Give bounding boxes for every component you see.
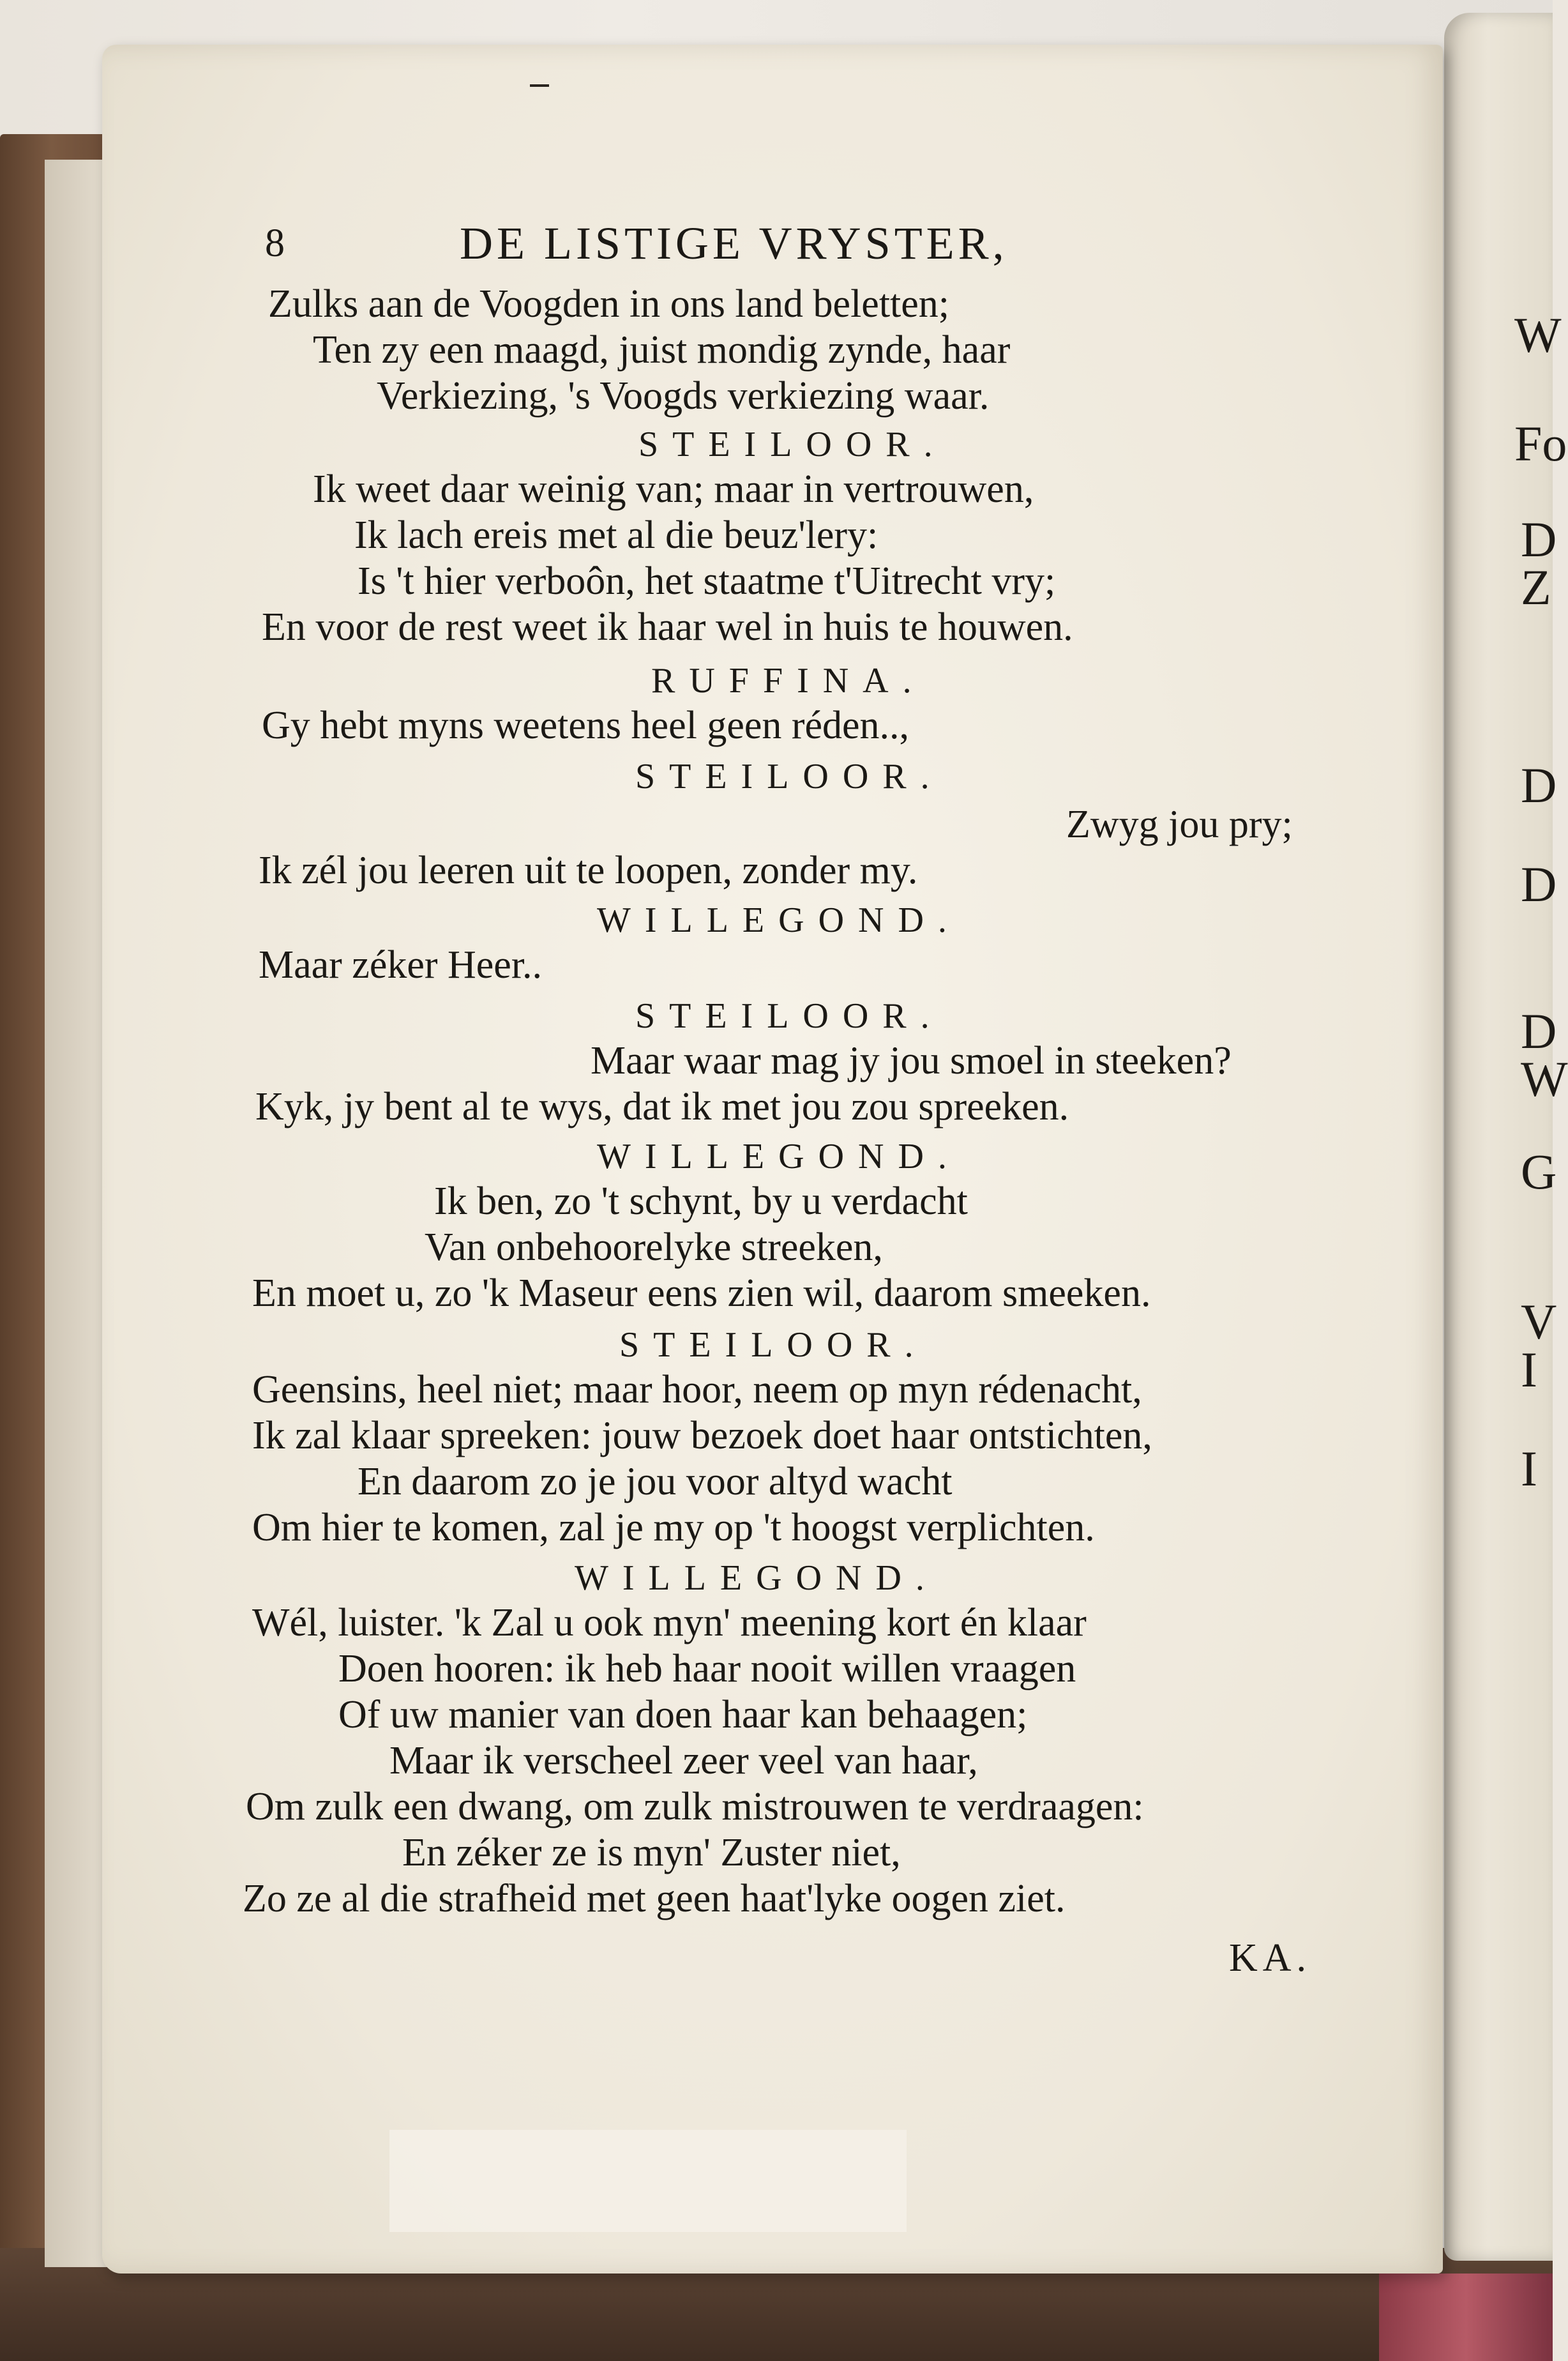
verse-line: Maar ik verscheel zeer veel van haar,: [389, 1739, 978, 1782]
speaker-name: STEILOOR.: [635, 757, 944, 796]
verse-line: En moet u, zo 'k Maseur eens zien wil, daarom smeeken.: [252, 1272, 1151, 1315]
verse-line: Doen hooren: ik heb haar nooit willen vraagen: [338, 1647, 1076, 1690]
verse-line: Ik ben, zo 't schynt, by u verdacht: [434, 1180, 968, 1223]
verse-line: En zéker ze is myn' Zuster niet,: [402, 1831, 901, 1874]
catchword: KA.: [1229, 1936, 1312, 1980]
book-edge-marbled: [1379, 2274, 1553, 2361]
verse-line: Ten zy een maagd, juist mondig zynde, haar: [313, 328, 1011, 372]
verse-line: Of uw manier van doen haar kan behaagen;: [338, 1693, 1028, 1736]
speaker-name: WILLEGOND.: [597, 1137, 961, 1176]
page-number: 8: [265, 222, 285, 265]
speaker-name: RUFFINA.: [651, 661, 926, 701]
facing-page-letter: G: [1521, 1144, 1557, 1199]
verse-line: Ik lach ereis met al die beuz'lery:: [354, 513, 878, 557]
verse-line: Wél, luister. 'k Zal u ook myn' meening kort én klaar: [252, 1601, 1087, 1644]
page-mark: [530, 84, 549, 87]
verse-line: En daarom zo je jou voor altyd wacht: [358, 1460, 953, 1503]
speaker-name: STEILOOR.: [638, 425, 947, 464]
verse-line: Om hier te komen, zal je my op 't hoogst verplichten.: [252, 1506, 1095, 1549]
verse-line: En voor de rest weet ik haar wel in huis te houwen.: [262, 605, 1073, 649]
verse-line: Ik zal klaar spreeken: jouw bezoek doet haar ontstichten,: [252, 1414, 1152, 1457]
facing-page-letter: D: [1521, 757, 1557, 813]
verse-line: Maar zéker Heer..: [259, 943, 543, 987]
verse-line: Geensins, heel niet; maar hoor, neem op myn rédenacht,: [252, 1368, 1142, 1411]
verse-line: Verkiezing, 's Voogds verkiezing waar.: [377, 374, 990, 418]
speaker-name: STEILOOR.: [635, 996, 944, 1036]
speaker-name: STEILOOR.: [619, 1325, 928, 1365]
verse-line: Gy hebt myns weetens heel geen réden..,: [262, 704, 910, 747]
facing-page-letter: Z: [1521, 559, 1551, 615]
speaker-name: WILLEGOND.: [575, 1558, 939, 1598]
verse-line: Zo ze al die strafheid met geen haat'lyke oogen ziet.: [243, 1877, 1066, 1920]
verse-line: Maar waar mag jy jou smoel in steeken?: [591, 1039, 1232, 1082]
facing-page-letter: D: [1521, 856, 1557, 912]
facing-page-letter: W: [1521, 1051, 1568, 1107]
verse-line: Ik zél jou leeren uit te loopen, zonder my.: [259, 849, 918, 892]
verse-line: Ik weet daar weinig van; maar in vertrouwen,: [313, 467, 1034, 511]
facing-page-letter: Fo: [1514, 416, 1567, 471]
facing-page-letter: W: [1514, 307, 1562, 363]
facing-page-letter: V: [1521, 1294, 1557, 1349]
verse-line: Om zulk een dwang, om zulk mistrouwen te verdraagen:: [246, 1785, 1144, 1828]
blank-patch: [389, 2130, 907, 2232]
verse-line: Is 't hier verboôn, het staatme t'Uitrecht vry;: [358, 559, 1056, 603]
facing-page: [1444, 13, 1568, 2261]
facing-page-letter: I: [1521, 1441, 1537, 1496]
facing-page-letter: D: [1521, 1003, 1557, 1059]
facing-page-letter: D: [1521, 512, 1557, 567]
running-title: DE LISTIGE VRYSTER,: [460, 218, 1008, 269]
verse-line: Zulks aan de Voogden in ons land beletten;: [268, 282, 950, 326]
speaker-name: WILLEGOND.: [597, 900, 961, 940]
verse-line: Van onbehoorelyke streeken,: [425, 1226, 883, 1269]
facing-page-letter: I: [1521, 1342, 1537, 1397]
verse-line: Kyk, jy bent al te wys, dat ik met jou zou spreeken.: [255, 1085, 1069, 1128]
verse-line: Zwyg jou pry;: [1066, 803, 1293, 846]
